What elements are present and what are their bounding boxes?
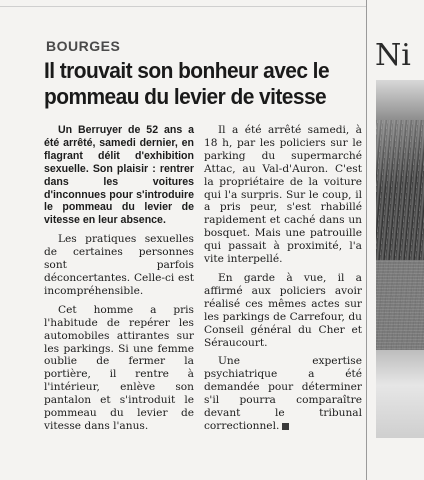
body-paragraph: Les pratiques sexuelles de certaines personnes sont parfois déconcertantes. Celle-ci est incompréhensible. [44,233,194,297]
article-column-left [44,124,194,439]
body-paragraph: Cet homme a pris l'habitude de repérer les automobiles attirantes sur les parkings. Si une femme oublie de fermer la portière, il rentre à l'intérieur, enlève son pantalon et s'introduit le pommeau du levier de vitesse dans l'anus. [44,303,194,432]
body-paragraph-text: Une expertise psychiatrique a été demandée pour déterminer s'il pourra comparaître devant le tribunal correctionnel. [204,355,362,432]
column-divider [366,0,367,480]
body-paragraph: En garde à vue, il a affirmé aux policiers avoir réalisé ces mêmes actes sur les parkings de Carrefour, du Conseil général du Cher et Séraucourt. [204,271,362,349]
adjacent-article-photo [376,80,424,438]
photo-sky [376,80,424,120]
article-kicker: BOURGES [46,38,121,54]
body-paragraph: Il a été arrêté samedi, à 18 h, par les policiers sur le parking du supermarché Attac, au Val-d'Auron. C'est la propriétaire de la voiture qui l'a surpris. Sur le coup, il a pris peur, s'est rhabillé rapidement et caché dans un bosquet. Mais une patrouille qui passait à proximité, l'a vite interpellé. [204,124,362,266]
top-rule [0,0,366,7]
photo-ground [376,350,424,438]
end-of-article-mark [282,423,289,430]
photo-water [376,260,424,350]
headline-line-2: pommeau du levier de vitesse [44,84,327,109]
article-column-right [204,124,362,439]
adjacent-article-title: Ni [375,38,411,73]
article-headline [44,58,346,110]
body-paragraph-last [204,355,362,432]
article-lead: Un Berruyer de 52 ans a été arrêté, samedi dernier, en flagrant délit d'exhibition sexuelle. Son plaisir : rentrer dans les voitures d'inconnues pour s'introduire le pommeau du levier de vitesse en leur absence. [44,124,194,227]
headline-line-1: Il trouvait son bonheur avec le [44,58,330,83]
